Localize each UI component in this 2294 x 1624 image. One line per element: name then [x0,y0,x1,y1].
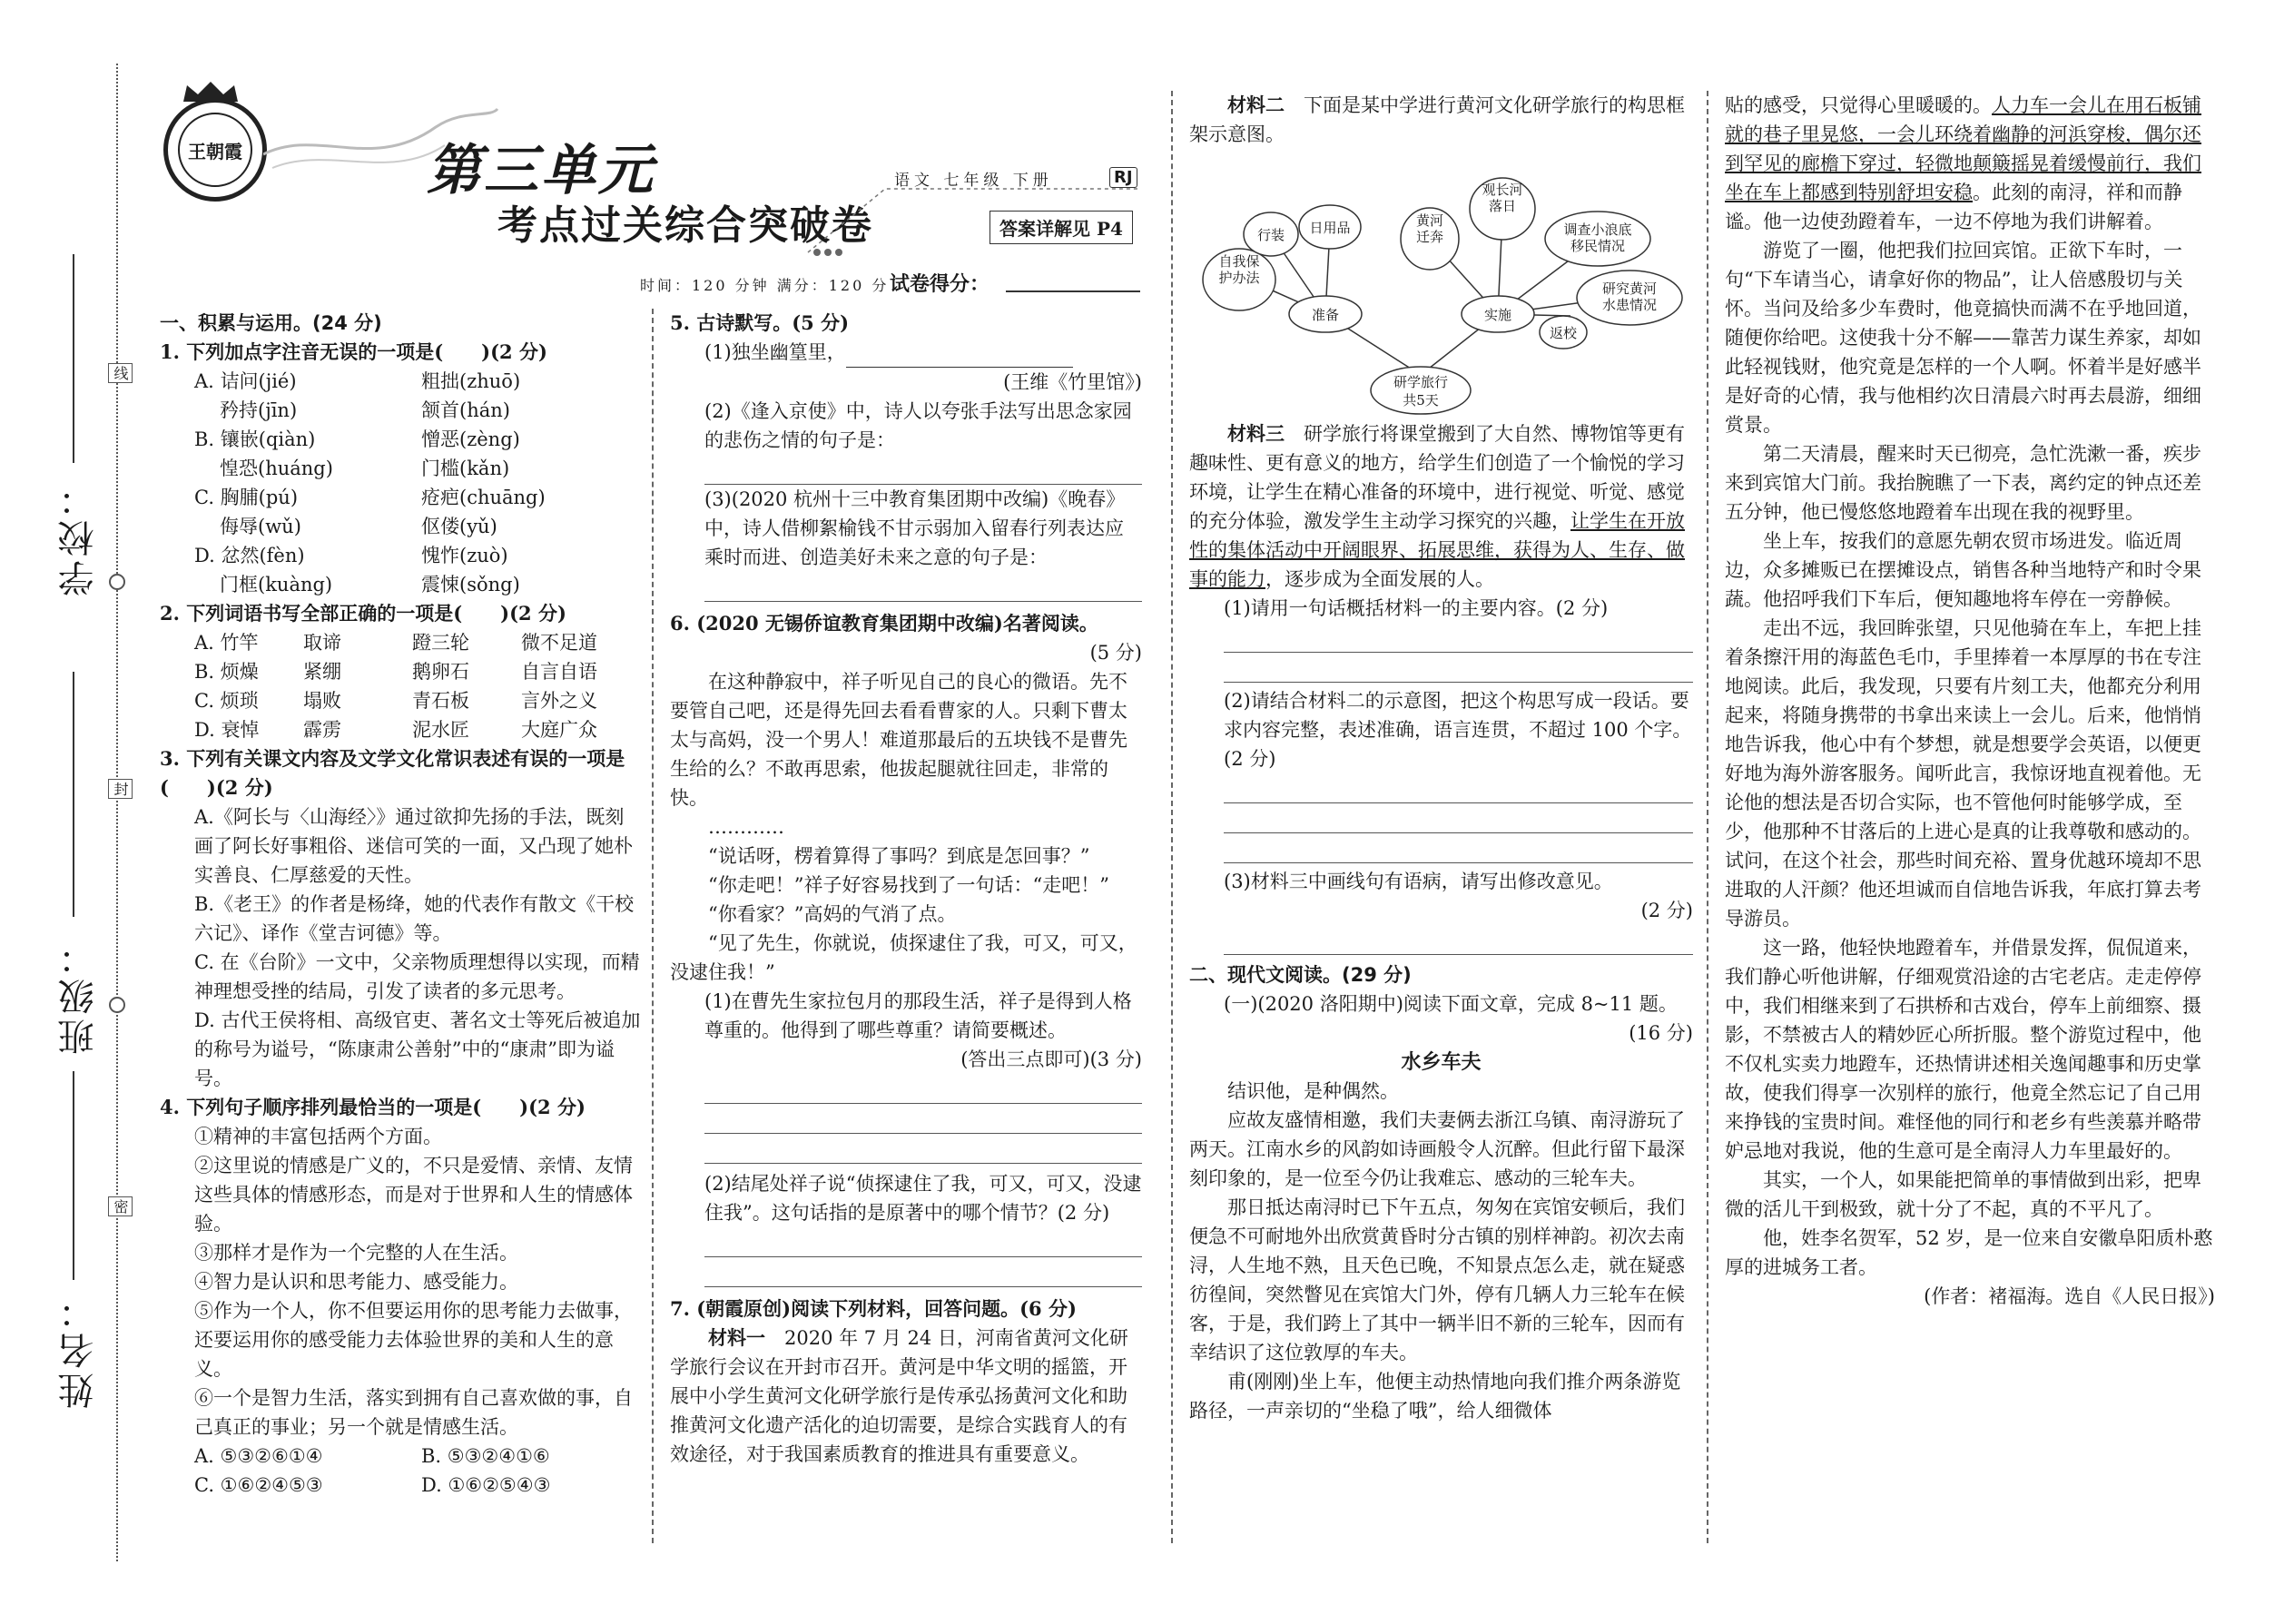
q6-passage: “见了先生，你就说，侦探逮住了我，可又，可又，没逮住我！” [670,932,1137,983]
logo-text: 王朝霞 [188,140,242,162]
q2-opt[interactable]: B. 烦燥 [194,661,259,683]
q4-opt-a[interactable]: A. ⑤③②⑥①④ [194,1445,323,1467]
q6-1-answer-line[interactable] [704,1074,1142,1104]
q4-opt-c[interactable]: C. ①⑥②④⑤③ [194,1474,323,1496]
binding-margin [0,0,136,1624]
q1-opt: 门槛(kǎn) [421,458,510,479]
q1-opt: 矜持(jīn) [220,399,298,421]
q7-3-answer-line[interactable] [1224,925,1693,955]
q5-3-text: (3)(2020 杭州十三中教育集团期中改编)《晚春》中，诗人借柳絮榆钱不甘示弱加入留春行列表达应乘时而进、创造美好未来之意的句子是： [704,488,1126,568]
article-paragraph: 其实，一个人，如果能把简单的事情做到出彩，把卑微的活儿干到极致，就十分了不起，真的不平凡了。 [1725,1169,2201,1220]
material-3-end: ，逐步成为全面发展的人。 [1265,568,1494,590]
q2-opt: 言外之义 [521,690,597,712]
q7-1-answer-line[interactable] [1224,653,1693,683]
q2-opt: 蹬三轮 [412,632,469,654]
q3-opt-b[interactable]: B.《老王》的作者是杨绛，她的代表作有散文《干校六记》、译作《堂吉诃德》等。 [194,893,635,944]
q6-2-text: (2)结尾处祥子说“侦探逮住了我，可又，可又，没逮住我”。这句话指的是原著中的哪个情节？(2 分) [704,1173,1142,1224]
binding-mark-line: 线 [108,363,133,383]
article-cont-end: 。此刻的南浔，祥和而静谧。他一边使劲蹬着车，一边不停地为我们讲解着。 [1725,182,2182,232]
column-2 [670,309,1142,1469]
article-paragraph: 他，姓李名贺军，52 岁，是一位来自安徽阜阳质朴憨厚的进城务工者。 [1725,1227,2213,1278]
name-blank[interactable] [73,1071,74,1280]
section-1-heading: 一、积累与运用。(24 分) [160,312,382,334]
school-label: 学校： [58,477,100,596]
q1-stem: 1. 下列加点字注音无误的一项是( )(2 分) [160,340,547,363]
name-label: 姓名： [58,1289,100,1409]
material-3-label: 材料三 [1227,422,1285,445]
q1-opt[interactable]: D. 忿然(fèn) [194,545,305,566]
article-paragraph: 应故友盛情相邀，我们夫妻俩去浙江乌镇、南浔游玩了两天。江南水乡的风韵如诗画般令人沉醉。但此行留下最深刻印象的，是一位至今仍让我难忘、感动的三轮车夫。 [1189,1109,1685,1189]
diagram-item: 返校 [1549,325,1578,341]
q2-opt: 塌败 [303,690,341,712]
score-label: 试卷得分： [890,272,990,296]
class-blank[interactable] [73,672,74,917]
q6-passage: “你看家？”高妈的气消了点。 [708,903,957,925]
material-2-text: 下面是某中学进行黄河文化研学旅行的构思框架示意图。 [1189,94,1685,145]
q1-opt: 疮疤(chuāng) [421,487,546,508]
diagram-item: 水患情况 [1601,297,1658,313]
q4-opt-d[interactable]: D. ①⑥②⑤④③ [421,1474,551,1496]
diagram-item: 调查小浪底 [1563,221,1632,238]
q2-opt: 紧绷 [303,661,341,683]
binding-hole-2 [109,997,125,1013]
q7-1-answer-line[interactable] [1224,623,1693,653]
article-cont-underlined: 人力车一会儿在用石板铺就的巷子里晃悠，一会儿环绕着幽静的河浜穿梭，偶尔还到罕见的廊檐下穿过，轻微地颠簸摇晃着缓慢前行，我们坐在车上都感到特别舒坦安稳 [1725,94,2201,203]
diagram-item: 迁奔 [1415,229,1444,245]
score-blank[interactable] [1006,290,1140,292]
diagram-root-line1: 研学旅行 [1393,374,1449,390]
material-1-text: 2020 年 7 月 24 日，河南省黄河文化研学旅行会议在开封市召开。黄河是中华文明的摇篮，开展中小学生黄河文化研学旅行是传承弘扬黄河文化和助推黄河文化遗产活化的迫切需要，是综合实践育人的有效途径，对于我国素质教育的推进具有重要意义。 [670,1327,1128,1465]
unit-title: 第三单元 [427,139,655,202]
sub-title: 考点过关综合突破卷 [497,202,873,249]
section-2-heading: 二、现代文阅读。(29 分) [1189,964,1412,986]
q6-1-answer-line[interactable] [704,1104,1142,1134]
diagram-item: 日用品 [1309,220,1351,236]
q6-2-answer-line[interactable] [704,1227,1142,1257]
q6-passage: “你走吧！”祥子好容易找到了一句话：“走吧！” [708,874,1109,896]
q6-stem: 6. (2020 无锡侨谊教育集团期中改编)名著阅读。 [670,612,1098,635]
reading-intro: (一)(2020 洛阳期中)阅读下面文章，完成 8~11 题。 [1224,993,1678,1015]
q5-2-answer-line[interactable] [704,455,1142,485]
column-divider-3 [1707,91,1708,1543]
q1-opt: 震悚(sǒng) [421,574,520,595]
material-3-underlined: 让学生在开放性的集体活动中开阔眼界、拓展思维，获得为人、生存、做事的能力 [1189,510,1685,590]
q1-options [160,367,641,599]
q7-3-score: (2 分) [1640,900,1693,921]
q5-1-blank[interactable] [846,338,1073,368]
q4-item: ①精神的丰富包括两个方面。 [194,1126,442,1147]
column-4 [1725,91,2215,1311]
q7-1-text: (1)请用一句话概括材料一的主要内容。(2 分) [1224,597,1609,619]
q6-1-text: (1)在曹先生家拉包月的那段生活，祥子是得到人格尊重的。他得到了哪些尊重？请简要概述。 [704,990,1132,1041]
article-paragraph: 第二天清晨，醒来时天已彻亮，急忙洗漱一番，疾步来到宾馆大门前。我抬腕瞧了一下表，离约定的钟点还差五分钟，他已慢悠悠地蹬着车出现在我的视野里。 [1725,443,2201,523]
q4-item: ③那样才是作为一个完整的人在生活。 [194,1242,518,1264]
q3-opt-c[interactable]: C. 在《台阶》一文中，父亲物质理想得以实现，而精神理想受挫的结局，引发了读者的多元思考。 [194,951,640,1002]
q7-3-text: (3)材料三中画线句有语病，请写出修改意见。 [1224,871,1613,892]
q6-1-note: (答出三点即可)(3 分) [960,1048,1142,1070]
edition-badge: RJ [1109,167,1137,188]
column-divider-2 [1171,91,1173,1543]
q2-opt: 大庭广众 [521,719,597,741]
column-1 [160,309,641,1500]
q4-opt-b[interactable]: B. ⑤③②④①⑥ [421,1445,550,1467]
article-title: 水乡车夫 [1401,1050,1482,1074]
q5-stem: 5. 古诗默写。(5 分) [670,311,850,334]
grade-meta: 语文 七年级 下册 [894,172,1053,190]
q5-1-text: (1)独坐幽篁里， [704,341,846,363]
exam-info: 时间：120 分钟 满分：120 分 [640,277,890,294]
binding-hole-1 [109,574,125,590]
diagram-item: 研究黄河 [1601,281,1658,297]
article-paragraph: 这一路，他轻快地蹬着车，并借景发挥，侃侃道来，我们静心听他讲解，仔细观赏沿途的古宅老店。走走停停中，我们相继来到了石拱桥和古戏台，停车上前细察、摄影，不禁被古人的精妙匠心所折服。整个游览过程中，他不仅札实卖力地蹬车，还热情讲述相关逸闻趣事和历史掌故，使我们得享一次别样的旅行，他竟全然忘记了自己用来挣钱的宝贵时间。难怪他的同行和老乡有些羡慕并略带妒忌地对我说，他的生意可是全南浔人力车里最好的。 [1725,937,2201,1162]
q3-stem: 3. 下列有关课文内容及文学文化常识表述有误的一项是( )(2 分) [160,747,625,799]
diagram-item: 落日 [1488,198,1517,214]
answer-reference: 答案详解见 P4 [989,211,1133,244]
q2-opt: 青石板 [412,690,469,712]
article-paragraph: 结识他，是种偶然。 [1227,1080,1399,1102]
q7-2-text: (2)请结合材料二的示意图，把这个构思写成一段话。要求内容完整，表述准确，语言连贯，不超过 100 个字。(2 分) [1224,690,1692,770]
diagram-prepare: 准备 [1311,307,1340,323]
q3-opt-a[interactable]: A.《阿长与〈山海经〉》通过欲抑先扬的手法，既刻画了阿长好事粗俗、迷信可笑的一面，又凸现了她朴实善良、仁厚慈爱的天性。 [194,806,633,886]
q2-opt: 自言自语 [521,661,597,683]
article-paragraph: 甫(刚刚)坐上车，他便主动热情地向我们推介两条游览路径，一声亲切的“坐稳了哦”，给人细微体 [1189,1371,1681,1422]
q2-opt[interactable]: C. 烦琐 [194,690,259,712]
diagram-item: 行装 [1256,227,1285,243]
q2-stem: 2. 下列词语书写全部正确的一项是( )(2 分) [160,602,566,625]
q6-1-answer-line[interactable] [704,1134,1142,1164]
q6-score: (5 分) [1089,642,1142,664]
q2-opt: 霹雳 [303,719,341,741]
q1-opt: 愧怍(zuò) [421,545,508,566]
column-3 [1189,91,1693,1425]
article-source: (作者：褚福海。选自《人民日报》) [1924,1285,2215,1307]
q6-2-answer-line[interactable] [704,1257,1142,1287]
q7-2-answer-line[interactable] [1224,773,1693,803]
q1-opt: 颔首(hán) [421,399,510,421]
q4-options [160,1442,641,1500]
school-blank[interactable] [73,254,74,463]
diagram-item: 护办法 [1218,270,1260,286]
q1-opt[interactable]: B. 镶嵌(qiàn) [194,428,316,450]
q3-opt-d[interactable]: D. 古代王侯将相、高级官吏、著名文士等死后被追加的称号为谥号，“陈康肃公善射”中的“康肃”即为谥号。 [194,1009,641,1089]
binding-dotted-line [116,64,118,1561]
column-divider-1 [652,309,654,1543]
diagram-item: 黄河 [1415,212,1444,229]
q4-stem: 4. 下列句子顺序排列最恰当的一项是( )(2 分) [160,1096,586,1118]
binding-mark-secret: 密 [108,1196,133,1216]
q4-item: ⑤作为一个人，你不但要运用你的思考能力去做事，还要运用你的感受能力去体验世界的美和人生的意义。 [194,1300,633,1380]
article-paragraph: 走出不远，我回眸张望，只见他骑在车上，车把上挂着条擦汗用的海蓝色毛巾，手里捧着一本厚厚的书在专注地阅读。此后，我发现，只要有片刻工夫，他都充分利用起来，将随身携带的书拿出来读上一会儿。后来，他悄悄地告诉我，他心中有个梦想，就是想要学会英语，以便更好地为海外游客服务。闻听此言，我惊讶地直视着他。无论他的想法是否切合实际，也不管他何时能够学成，至少，他那种不甘落后的上进心是真的让我尊敬和感动的。试问，在这个社会，那些时间充裕、置身优越环境却不思进取的人汗颜？他还坦诚而自信地告诉我，年底打算去考导游员。 [1725,617,2201,930]
diagram-item: 观长河 [1482,182,1523,198]
binding-mark-seal: 封 [108,779,133,799]
q4-item: ④智力是认识和思考能力、感受能力。 [194,1271,518,1293]
material-1-label: 材料一 [708,1326,765,1349]
q7-2-answer-line[interactable] [1224,833,1693,863]
q1-opt: 憎恶(zèng) [421,428,520,450]
diagram-item: 移民情况 [1570,238,1626,254]
q1-opt[interactable]: A. 诘问(jié) [194,370,297,392]
class-label: 班级： [58,935,100,1055]
q2-opt: 微不足道 [521,632,597,654]
diagram-root-line2: 共5天 [1403,392,1439,408]
q4-item: ⑥一个是智力生活，落实到拥有自己喜欢做的事，自己真正的事业；另一个就是情感生活。 [194,1387,633,1438]
q1-opt[interactable]: C. 胸脯(pú) [194,487,299,508]
q6-passage: “说话呀，楞着算得了事吗？到底是怎回事？” [708,845,1090,867]
material-3-text: 研学旅行将课堂搬到了大自然、博物馆等更有趣味性、更有意义的地方，给学生们创造了一个愉悦的学习环境，让学生在精心准备的环境中，进行视觉、听觉、感觉的充分体验，激发学生主动学习探究的兴趣， [1189,423,1685,532]
diagram-implement: 实施 [1483,307,1512,323]
research-trip-diagram [1189,153,1693,416]
diagram-item: 自我保 [1218,253,1260,270]
article-paragraph: 坐上车，按我们的意愿先朝农贸市场进发。临近周边，众多摊贩已在摆摊设点，销售各种当地特产和时令果蔬。他招呼我们下车后，便知趣地将车停在一旁静候。 [1725,530,2201,610]
reading-score: (16 分) [1629,1022,1693,1044]
article-paragraph: 那日抵达南浔时已下午五点，匆匆在宾馆安顿后，我们便急不可耐地外出欣赏黄昏时分古镇的别样神韵。初次去南浔，人生地不熟，且天色已晚，不知景点怎么走，就在疑惑彷徨间，突然瞥见在宾馆大门外，停有几辆人力三轮车在候客，于是，我们跨上了其中一辆半旧不新的三轮车，因而有幸结识了这位敦厚的车夫。 [1189,1196,1685,1363]
brand-logo [163,98,267,202]
q1-opt: 粗拙(zhuō) [421,370,521,392]
q1-opt: 门框(kuàng) [220,574,333,595]
q2-opt[interactable]: D. 衰悼 [194,719,260,741]
article-cont-plain: 贴的感受，只觉得心里暖暖的。 [1725,94,1992,116]
q4-item: ②这里说的情感是广义的，不只是爱情、亲情、友情这些具体的情感形态，而是对于世界和人生的情感体验。 [194,1155,633,1235]
q5-3-answer-line[interactable] [704,572,1142,602]
material-2-label: 材料二 [1227,94,1285,116]
q5-1-source: (王维《竹里馆》) [1003,371,1142,393]
q2-opt: 鹅卵石 [412,661,469,683]
q6-passage: 在这种静寂中，祥子听见自己的良心的微语。先不要管自己吧，还是得先回去看看曹家的人。只剩下曹太太与高妈，没一个男人！难道那最后的五块钱不是曹先生给的么？不敢再思索，他拔起腿就往回走，非常的快。 [670,671,1127,809]
q6-passage: ………… [708,816,784,838]
article-paragraph: 游览了一圈，他把我们拉回宾馆。正欲下车时，一句“下车请当心，请拿好你的物品”，让人倍感殷切与关怀。当问及给多少车费时，他竟搞快而满不在乎地回道，随便你给吧。这使我十分不解——靠苦力谋生养家，却如此轻视钱财，他究竟是怎样的一个人啊。怀着半是好感半是好奇的心情，我与他相约次日清晨六时再去晨游，细细赏景。 [1725,240,2201,436]
q7-2-answer-line[interactable] [1224,803,1693,833]
q2-opt[interactable]: A. 竹竿 [194,632,259,654]
q2-opt: 泥水匠 [412,719,469,741]
q2-opt: 取谛 [303,632,341,654]
q1-opt: 侮辱(wǔ) [220,516,301,537]
q7-stem: 7. (朝霞原创)阅读下列材料，回答问题。(6 分) [670,1297,1077,1320]
q1-opt: 惶恐(huáng) [220,458,333,479]
q2-options [160,628,641,744]
q1-opt: 伛偻(yǔ) [421,516,497,537]
q5-2-text: (2)《逢入京使》中，诗人以夸张手法写出思念家园的悲伤之情的句子是： [704,400,1132,451]
